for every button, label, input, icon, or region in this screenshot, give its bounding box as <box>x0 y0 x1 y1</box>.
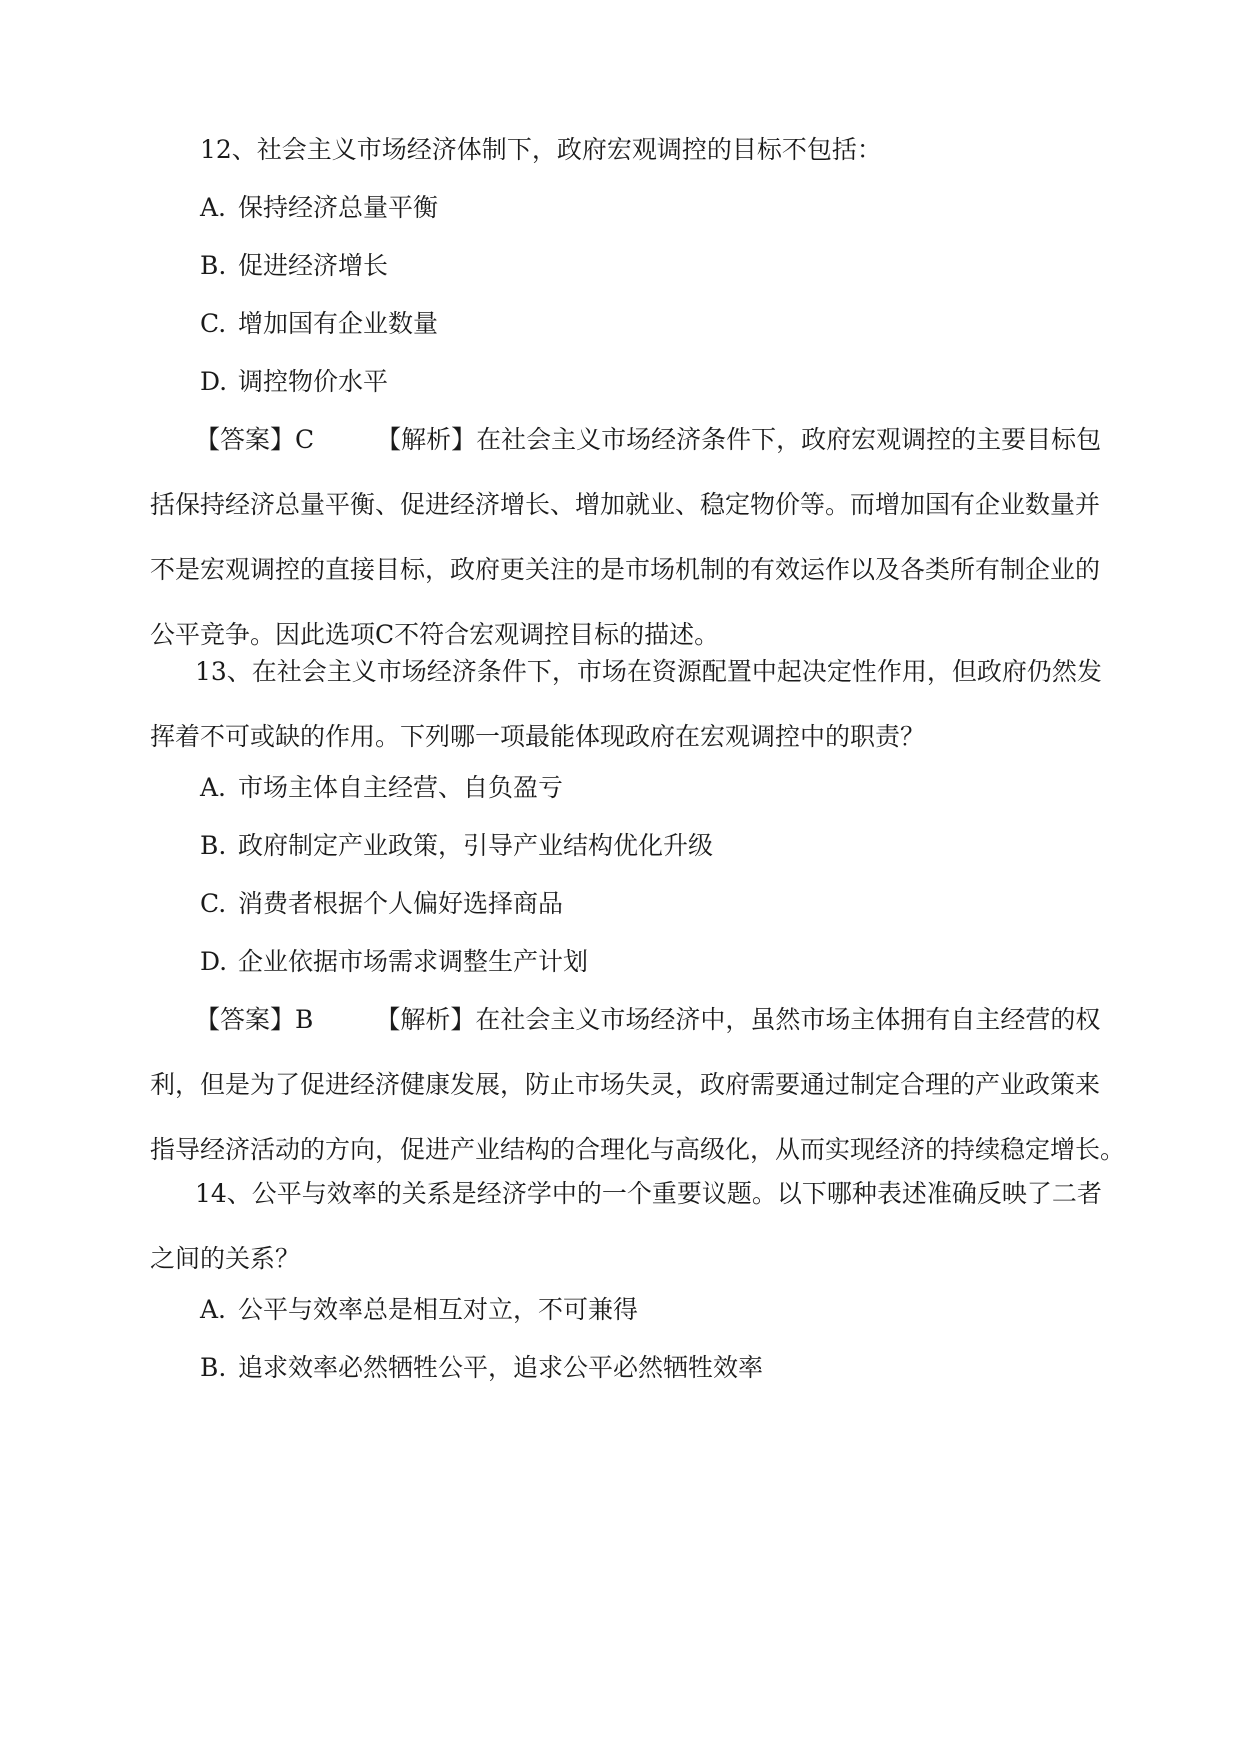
answer-label: 【答案】B <box>195 1005 314 1034</box>
question-13-answer-block <box>150 1002 1126 1197</box>
stem-line: 14、公平与效率的关系是经济学中的一个重要议题。以下哪种表述准确反映了二者 <box>195 1179 1102 1208</box>
analysis-line: 括保持经济总量平衡、促进经济增长、增加就业、稳定物价等。而增加国有企业数量并 <box>150 490 1101 519</box>
question-12-option-d: D. 调控物价水平 <box>200 367 389 396</box>
question-12-stem: 12、社会主义市场经济体制下，政府宏观调控的目标不包括： <box>200 135 882 164</box>
question-13-option-d: D. 企业依据市场需求调整生产计划 <box>200 947 589 976</box>
question-12-option-b: B. 促进经济增长 <box>200 251 389 280</box>
stem-line: 之间的关系？ <box>150 1244 301 1273</box>
question-12-option-c: C. 增加国有企业数量 <box>200 309 439 338</box>
stem-line: 挥着不可或缺的作用。下列哪一项最能体现政府在宏观调控中的职责？ <box>150 722 926 751</box>
stem-line: 13、在社会主义市场经济条件下，市场在资源配置中起决定性作用，但政府仍然发 <box>195 657 1102 686</box>
analysis-text: 【解析】在社会主义市场经济条件下，政府宏观调控的主要目标包 <box>376 425 1102 454</box>
analysis-text: 【解析】在社会主义市场经济中，虽然市场主体拥有自主经营的权 <box>375 1005 1101 1034</box>
answer-line <box>150 1002 1101 1067</box>
analysis-line: 指导经济活动的方向，促进产业结构的合理化与高级化，从而实现经济的持续稳定增长。 <box>150 1135 1126 1164</box>
analysis-line: 利，但是为了促进经济健康发展，防止市场失灵，政府需要通过制定合理的产业政策来 <box>150 1070 1101 1099</box>
question-14-option-b: B. 追求效率必然牺牲公平，追求公平必然牺牲效率 <box>200 1353 764 1382</box>
question-14-option-a: A. 公平与效率总是相互对立，不可兼得 <box>200 1295 639 1324</box>
analysis-line: 公平竞争。因此选项C不符合宏观调控目标的描述。 <box>150 620 720 649</box>
question-13-option-a: A. 市场主体自主经营、自负盈亏 <box>200 773 564 802</box>
question-13-option-b: B. 政府制定产业政策，引导产业结构优化升级 <box>200 831 714 860</box>
question-14-stem <box>150 1176 1102 1306</box>
question-13-option-c: C. 消费者根据个人偏好选择商品 <box>200 889 564 918</box>
answer-line <box>150 422 1102 487</box>
answer-label: 【答案】C <box>195 425 315 454</box>
question-12-option-a: A. 保持经济总量平衡 <box>200 193 439 222</box>
analysis-line: 不是宏观调控的直接目标，政府更关注的是市场机制的有效运作以及各类所有制企业的 <box>150 555 1101 584</box>
question-13-stem <box>150 654 1102 784</box>
question-12-answer-block <box>150 422 1102 682</box>
